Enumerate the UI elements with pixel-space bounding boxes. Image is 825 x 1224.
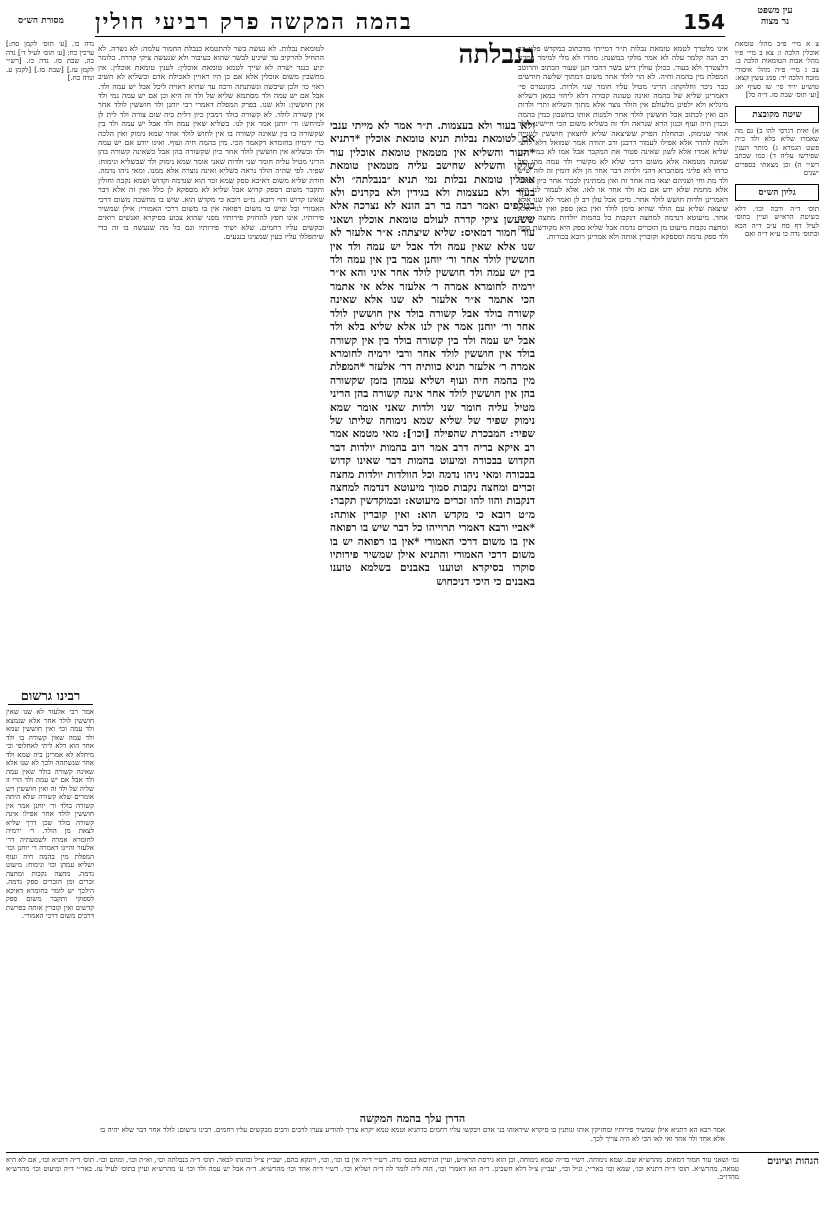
masoret-hashas-label: מסורת הש״ס [18,16,64,26]
hagahot-label: הגהות וציונים [766,1156,819,1167]
tosafot-column: לטומאת נבלות. לא נעשה בשר להתטמא כנבלת החמור עלמה: לא נשרה. לא התחיל להרקיב עד שיגיע לבשר שהוא כעיבור ולא שנעשה ציקי קדרה. כלומר יגיע כנגד ישרה לא שייך לטמא טומאת אוכלין: לענין טומאת אוכלין. אין מחשבין משום אוכלין אלא אם כן היו ראויין לאכילת אדם ובשליא לא חשיב ראוי כו׳ ולכן שיבשה ונשתנתה ורכה עד שהיא ראויה ליכל אבל יש עמה ולד. אבל אם יש עמה ולד מסתמא שליא של ולד זה היא וכן אם יש עמה נמי ולד אין חוששין: ולא שנו. בפרק המפלת דאמרי רבי יוחנן ולד חוששין לולד אחר אין קשורה לולד. לא קשורה בולד דמבין כיון דלית ביה שום צורה ולד לית לן למיחש: ור׳ יוחנן אמר אין לנו. בשליא שאין עמה ולד אבל יש עמה ולד בין שקשורה בו בין שאינה קשורה בו אין לחוש לולד אחר שמא נימוק ואין הלכה כר׳ ירמיה בחומרא דקאמר הכי. מין בהמה חיה ועוף. ואינו יודע אם יש עמה ולד ובשליא אין חוששין לולד אחר כיון שקשורה בהן אבל כשאינה קשורה בהן הריני מטיל עליה חומר שני ולדות שאני אומר שמא נימוק ולד שבשליא ונימוח: שפיר. לפי שהיה הולד נראה כשליא ואינה נוצרה אלא ממנו. ומאי ניהו נדמה. חורת שליא משום דאיכא ספק שמא זכר הוא שנדמה וקדוש ושמא נקבה וחולין ותקבר משום דספק קדוש אבל שליא לא מספקא לן כלל ואין זה אלא דבר שאינו קדוש והוי רובא. מ״ט רובא כי מקדש הוא. שיש בו מחשבה משום דרכי האמורי וכל שיש בו משום רפואה אין בו משום דרכי האמורי: אילן שמשיר פירותיו. אינו חפץ להחזיק פירותיו מפני שהוא צבוע בסיקרא ואנשים רואים ובקשים עליו רחמים. שלא ישיר פירותיו וגם כל מה שנעשה בו זה כדי שיתפללו עליו כעין שמצינו בנגעים. [98,44,324,242]
hagahot-text: גמ׳ ושאני עור חמור דמאיס. מהרש״א שם. שמא נימוחה. רש״י בד״ה שמא נימוחה, וכן הוא גירסת הרא״ש, ועיין הגירסא במס׳ נדה. רש״י ד״ה אין בו וכו׳, וכו׳, ויונקא בהם, יעב״ץ צ״ל וכוונתו לבאר. תוס׳ ד״ה בנבלתה וכו׳, וא״ת וכו׳, ומהם וכו׳. תוס׳ ד״ה דתניא וכו׳, אם לא היא טמאה, מהרש״א. תוס׳ ד״ה דתניא וכו׳, שמא וכו׳ באר״י, ונ״ל וכו׳, יעב״ץ צ״ל דלא חשבינן. ד״ה הא דאמרי וכו׳, הוה ליה לומר לה ד״ה ושליא וכו׳. רש״י ד״ה אחד וכו׳ מהרש״א. ד״ה אבל יש עמה ולד וכו׳ ע׳ מהרש״א ועיין בתוס׳ לעיל עז. באר״י ד״ה ומיעוט וכו׳ מהרש״א מהדו״ב. [6,1156,739,1181]
bottom-text: אמר רבא הא דתניא אילן שמשיר פירותיו ומחזיקין אותו ונותנין בו סיקרא שיראוהו בני אדם ויבקשו עליו רחמים כדתניא וטמא טמא יקרא צריך להודיע צערו לרבים ורבים מבקשים עליו רחמים. רבינו גרשום: לולד אחר דבר שלא יהיה בו אלא אחד ולד אחד ואי לאו הכי לא היה צריך לכך. [100,1126,725,1143]
running-head: בהמה המקשה פרק רביעי חולין [95,9,413,35]
hagahot-vetziyunim [6,1152,819,1222]
rabbenu-gershom-text: אמר רבי אלעזר לא שנו שאין חוששין לולד אחר אלא שנמצא ולד עמה וכו׳ ואין חוששין שמא ולד עמה שאין קשורה בו ולד אחר הוא דלא ליתי לאחלופי וכי מיתלא לא אמרינן ביה שמא ולד אחר שנשתהה ולכך לא שנו אלא שאינה קשורה בולד שאין עמה ולד אבל אם יש עמה ולד הרי זו שליה של ולד זה ואין חוששין ויש אומרים שלא קשורה שלא היתה קשורה בולד ור׳ יוחנן אמר אין חוששין לולד אחר אפילו אינה קשורה בולד שכן דרך שליא לצאת מן הולד. ר׳ ירמיה לחומרא אמרה לשמעתיה דר׳ אלעזר והיינו דאמרה ר׳ יוחנן וכו׳ המפלת מין בהמה חיה ועוף ושליא עמהן וכו׳ ונימוח: מיעוט נדמה. מחצה נקבות ומחצה זכרים ומן הזכרים ספק נדמה. הילכך יש לומר בחומרא דאיכא לספוקי ותקבר משום ספק קדשים ואין קוברין אותה בפרשת דרכים משום דרכי האמורי. [6,708,94,920]
ein-mishpat-text: צ א מיי׳ פ״ב מהל׳ טומאת אוכלין הלכה ו: צא ב מיי׳ פ״ו מהל׳ אבות הטומאות הלכה ב: צב ג מיי׳ פ״ה מהל׳ איסורי מזבח הלכה יד: סמג עשין קצא: טוש״ע יו״ד סי׳ שו סעיף יא: [וע׳ תוס׳ שבת סז. ד״ה כל] [734,40,819,99]
masoret-hashas-text: נדה כו. [ע׳ תוס׳ לקמן סח:] ערכין כח: [ע׳ תוס׳ לעיל ד׳] נדה כה. שבת סז. נדה כז. [רש״י לקמן עז.] [שבת סז.] [לקמן ע. ונדה כח.] [6,40,94,82]
rashi-column: אינו מלטרך לטמא טומאת נבלות ת״ר דמייתי מדכתוב במקדש פלנו בר רב הנה קלמר עלה לא אמר מלקי במשנה: מהרו לא מלי למימר דמדני דלצטרך ולא בעור. בכולן עולין דיש בשר דהכי תנן שעור הכתוב והרוטב המפלת מין בהמה וחיה. לא הוי לולד אחר משום דמתוך שלשה חודשים כבר ניכר וחלוקתו: הריני מטיל עליו חומר שני ולדות. בקונטרס פי׳ דאמרינן שליא של בהמה ואינה טעונה קבורה דלא ליחזי כמאן דשליא מיגליא ולא ילפינן מלעולם אין הולד נוצר אלא מתוך השליא ותרי ולדות הם ואין לכתוב אבל חוששין לולד אחר ולמנות אותו בחשבון כמין בהמה וכמין חיה ועוף וכגון הרא שנראה ולד זה בשליא משום הכי חיישינן לולד אחר שנימוק. ובתחלת הפרק ששיצאה שליא לחצאין חוששין לשנייה ולמה להדר אלא אפילו לעמור דרבנן ורב יהודה אמר שמואל דלא לחצי שליא אמרו אלא לשון שאינה פטור את המקבר אבל אמו לא כמ״ד בת שמונה מטמאה אלא משום דרכי שלא לא מקשרי ולד עמה מהו ועל כרחו לא פליגי מסתברא דהני ולדות דבר אחר הן ולא דומין זה לזה שיש ולד מת וחי ושניהם יצאו בזה אחר זה ואין ממתינין לבכור אחר כיון שאינו אלא מחמת שלא ידע אם בא ולד אחר או לאו. אלא לעמור לנו הוא דאמרינן ולדות חושש לולד אחר. מיכן אכל עלן רב לן ואמר לא שנו אלא שיצאה שליא עם הולד שהיא סימן לולד ואין כאן ספק ואין לנו אלא אחד. מיעוטא דנדמה למחצה דנקבות כל בהמות יולדות מחצה זכרים ומחצה נקבות מיעוט מן הזכרים נדמה אבל שליא ספק היא מקודשת ספק ולד ספק נדמה ומספקא וקוברין אותה ולא אמרינן רובא בכורות. [518,44,728,242]
hadran: הדרן עלך בהמה המקשה [359,1112,466,1125]
gemara-header [330,42,535,114]
left-margin [6,40,94,89]
ein-mishpat-label: עין משפט נר מצוה [757,6,793,27]
gilyon-hashas-label: גליון הש״ס [735,184,819,201]
gilyon-hashas-text: תוס׳ ד״ה ורבה וכו׳. דלא כשיטת הרא״ש ועיין בתוס׳ לעיל דף סח ע״ב ד״ה הכא ובתוס׳ נדה כו ע״א ד״ה ואם [735,204,819,238]
shita-mekubetzet-label: שיטה מקובצת [735,106,819,123]
rabbenu-gershom-title: רבינו גרשום [8,688,93,705]
shita-mekubetzet-text: א) ואית דגרסי להו ב) גם מה שאמרו שליא בלא ולד כ״ה פשט הגמרא ג) מותר הענין שפירשו עליה ד) כמו שכתב רש״י ה) וכן מצאתי בספרים ישנים [735,126,819,177]
right-margin [735,40,819,245]
gemara-text: ולא בעור ולא בעצמות. ת״ר אמר לא מייתי ענבי אם לטומאת נבלות תניא טומאת אוכלין *דתניא *העור והשליא אין מטמאין טומאת אוכלין עור שלקו והשליא שחישב עליה מטמאין טומאת אוכלין טומאת נבלות נמי תניא ״בנבלתה״ ולא בעור ולא בעצמות ולא בגידין ולא בקרנים ולא בטלפים ואמר רבה בר רב הונא לא נצרכה אלא ששעשן ציקי קדרה לעולם טומאת אוכלין ושאני עור חמור דמאיס: שליא שיצתה: א״ר אלעזר לא שנו אלא שאין עמה ולד אבל יש עמה ולד אין חוששין לולד אחר ור׳ יוחנן אמר בין אין עמה ולד בין יש עמה ולד חוששין לולד אחר איני והא א״ר ירמיה לחומרא אמרה ר׳ אלעזר אלא אי אתמר הכי אתמר א״ר אלעזר לא שנו אלא שאינה קשורה בולד אבל קשורה בולד אין חוששין לולד אחר ור׳ יוחנן אמר אין לנו אלא שליא בלא ולד אבל יש עמה ולד בין קשורה בולד בין אין קשורה בולד אין חוששין לולד אחר ורבי ירמיה לחומרא אמרה ר׳ אלעזר תניא כוותיה דר׳ אלעזר *המפלת מין בהמה חיה ועוף ושליא עמהן בזמן שקשורה בהן אין חוששין לולד אחר אינה קשורה בהן הריני מטיל עליה חומר שני ולדות שאני אומר שמא נימוק שפיר של שליא שמא נימוחה שליתו של שפיר: המבכרת שהפילה [וכו׳]: מאי מטמא אמר רב איקא בריה דרב אמר רוב בהמות יולדות דבר הקדוש בבכורה ומיעוט בהמות דבר שאינו קדוש בבכורה ומאי ניהו נדמה וכל הוולדות יולדות מחצה זכרים ומחצה נקבות סמוך מיעוטא דנדמה למחצה דנקבות והוו להו זכרים מיעוטא: ובמוקדשין תקבר: מ״ט רובא כי מקדש הוא: ואין קוברין אותה: *אביי ורבא דאמרי תרוייהו כל דבר שיש בו רפואה אין בו משום דרכי האמורי *אין בו רפואה יש בו משום דרכי האמורי והתניא אילן שמשיר פירותיו סוקרו בסיקרא וטוענו באבנים בשלמא טוענו באבנים כי היכי דניכחוש [330,120,535,588]
gemara-opening-word: בנבלתה [458,40,535,70]
page-header [95,8,725,37]
folio-number: 154 [683,10,725,34]
